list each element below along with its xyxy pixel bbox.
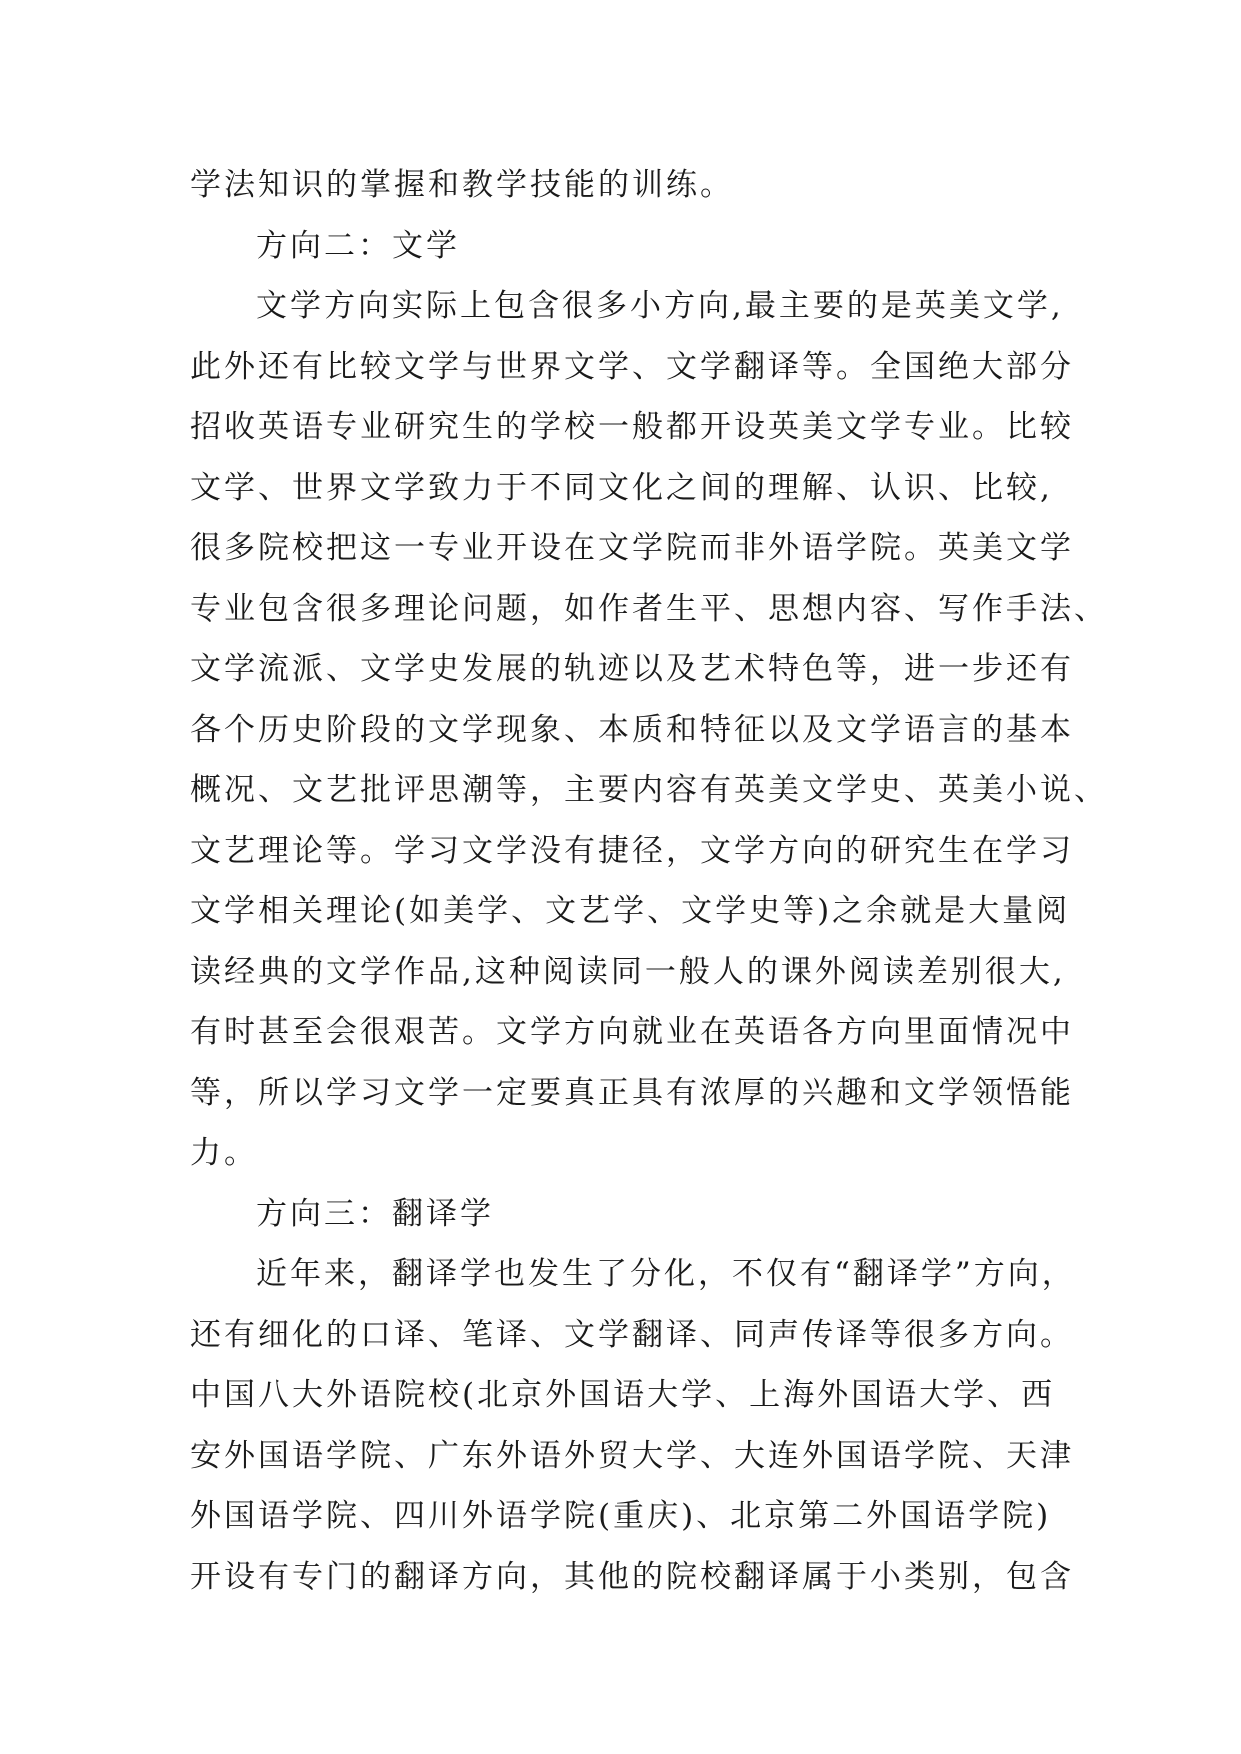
text-line: 安外国语学院、广东外语外贸大学、大连外国语学院、天津 — [190, 1437, 1074, 1474]
text-line: 力。 — [190, 1135, 258, 1171]
text-line: 还有细化的口译、笔译、文学翻译、同声传译等很多方向。 — [190, 1316, 1074, 1353]
section-heading-translation: 方向三：翻译学 — [256, 1195, 494, 1232]
text-line: 很多院校把这一专业开设在文学院而非外语学院。英美文学 — [190, 530, 1074, 566]
text-line: 学法知识的掌握和教学技能的训练。 — [190, 167, 734, 203]
body-text — [190, 155, 1108, 1607]
text-line: 此外还有比较文学与世界文学、文学翻译等。全国绝大部分 — [190, 348, 1074, 385]
text-line: 读经典的文学作品,这种阅读同一般人的课外阅读差别很大, — [190, 953, 1066, 990]
text-line: 等，所以学习文学一定要真正具有浓厚的兴趣和文学领悟能 — [190, 1074, 1074, 1111]
text-line: 开设有专门的翻译方向，其他的院校翻译属于小类别，包含 — [190, 1558, 1074, 1595]
text-line: 文学相关理论(如美学、文艺学、文学史等)之余就是大量阅 — [190, 893, 1071, 929]
text-line: 有时甚至会很艰苦。文学方向就业在英语各方向里面情况中 — [190, 1014, 1074, 1050]
text-line: 中国八大外语院校(北京外国语大学、上海外国语大学、西 — [190, 1377, 1056, 1413]
text-line: 各个历史阶段的文学现象、本质和特征以及文学语言的基本 — [190, 711, 1074, 748]
text-line: 文学流派、文学史发展的轨迹以及艺术特色等，进一步还有 — [190, 651, 1074, 687]
text-line: 招收英语专业研究生的学校一般都开设英美文学专业。比较 — [190, 409, 1074, 445]
text-line: 专业包含很多理论问题，如作者生平、思想内容、写作手法、 — [190, 590, 1108, 627]
text-line: 文艺理论等。学习文学没有捷径，文学方向的研究生在学习 — [190, 832, 1074, 869]
section-heading-literature: 方向二：文学 — [256, 227, 460, 264]
text-line: 概况、文艺批评思潮等，主要内容有英美文学史、英美小说、 — [190, 772, 1108, 808]
text-line: 文学方向实际上包含很多小方向,最主要的是英美文学, — [256, 288, 1064, 324]
text-line: 文学、世界文学致力于不同文化之间的理解、认识、比较, — [190, 469, 1053, 506]
text-line: 近年来，翻译学也发生了分化，不仅有“翻译学”方向， — [256, 1256, 1076, 1292]
text-line: 外国语学院、四川外语学院(重庆)、北京第二外国语学院) — [190, 1498, 1052, 1534]
